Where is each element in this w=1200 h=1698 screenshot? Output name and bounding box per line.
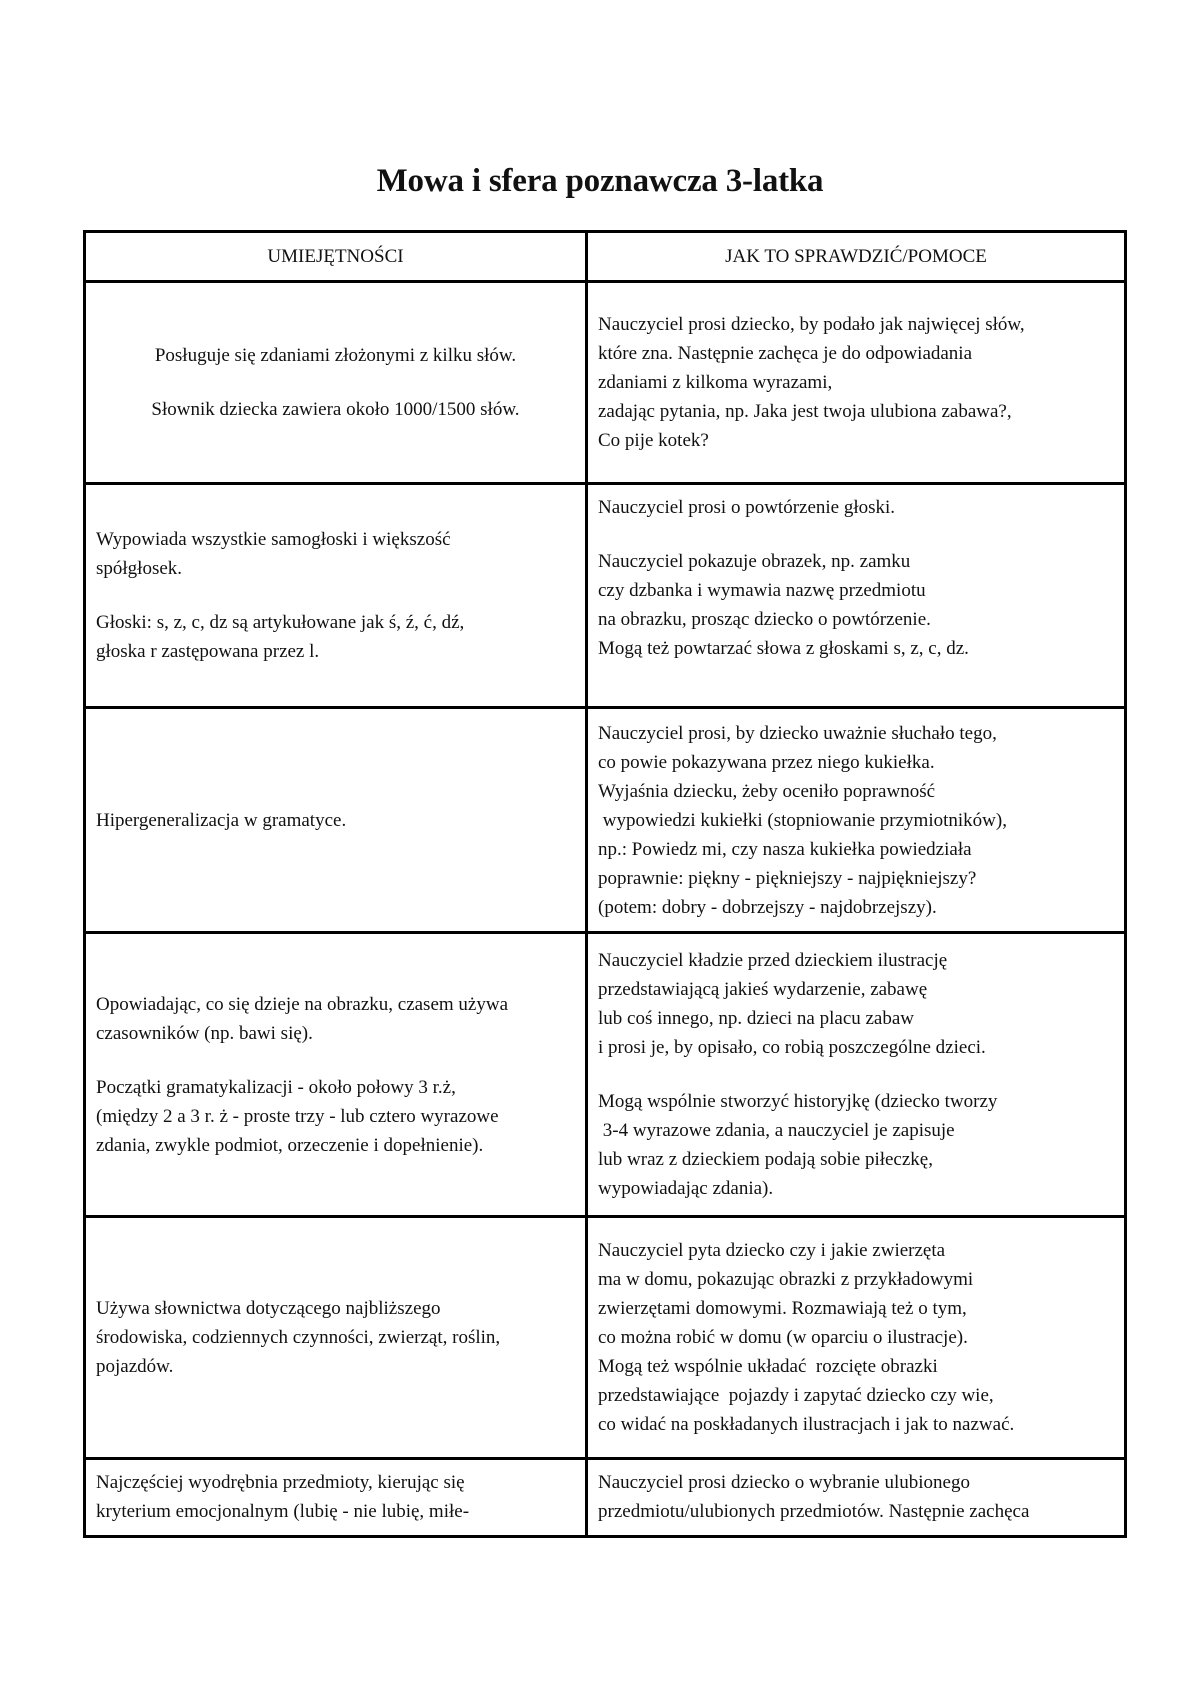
skills-text: Wypowiada wszystkie samogłoski i większość — [96, 529, 451, 550]
check-text: Nauczyciel prosi dziecko, by podało jak najwięcej słów, — [598, 314, 1025, 335]
check-text: Nauczyciel pyta dziecko czy i jakie zwierzęta — [598, 1240, 946, 1261]
check-cell — [587, 1459, 1126, 1537]
check-cell — [587, 282, 1126, 484]
check-cell — [587, 708, 1126, 933]
skills-cell — [85, 484, 587, 708]
check-text: wypowiedzi kukiełki (stopniowanie przymiotników), — [598, 809, 1007, 831]
skills-text: Głoski: s, z, c, dz są artykułowane jak ś, ź, ć, dź, — [96, 612, 465, 633]
check-text: Nauczyciel prosi dziecko o wybranie ulubionego — [598, 1472, 970, 1493]
check-text: Mogą też wspólnie układać rozcięte obrazki — [598, 1356, 938, 1377]
skills-cell — [85, 282, 587, 484]
check-text: czy dzbanka i wymawia nazwę przedmiotu — [598, 580, 926, 601]
check-text: Nauczyciel pokazuje obrazek, np. zamku — [598, 551, 911, 572]
check-text: 3-4 wyrazowe zdania, a nauczyciel je zapisuje — [598, 1120, 955, 1141]
skills-text: zdania, zwykle podmiot, orzeczenie i dopełnienie). — [96, 1134, 484, 1156]
skills-text: czasowników (np. bawi się). — [96, 1022, 313, 1044]
page-title: Mowa i sfera poznawcza 3-latka — [376, 163, 824, 199]
skills-text: Posługuje się zdaniami złożonymi z kilku słów. — [154, 345, 517, 366]
skills-text: kryterium emocjonalnym (lubię - nie lubię, miłe- — [96, 1501, 470, 1522]
table-row — [85, 484, 1126, 708]
header-skills: UMIEJĘTNOŚCI — [85, 232, 587, 282]
check-text: (potem: dobry - dobrzejszy - najdobrzejszy). — [598, 896, 937, 918]
skills-cell — [85, 708, 587, 933]
check-text: Mogą też powtarzać słowa z głoskami s, z, c, dz. — [598, 638, 969, 659]
table-header-row — [85, 232, 1126, 282]
skills-text: pojazdów. — [96, 1356, 174, 1377]
table-row — [85, 1217, 1126, 1459]
check-cell — [587, 484, 1126, 708]
check-text: Nauczyciel prosi o powtórzenie głoski. — [598, 497, 896, 518]
check-text: przedmiotu/ulubionych przedmiotów. Następnie zachęca — [598, 1501, 1030, 1522]
check-text: na obrazku, prosząc dziecko o powtórzenie. — [598, 609, 931, 630]
check-text: poprawnie: piękny - piękniejszy - najpiękniejszy? — [598, 867, 977, 889]
check-text: przedstawiającą jakieś wydarzenie, zabawę — [598, 979, 928, 1000]
check-cell — [587, 1217, 1126, 1459]
check-text: np.: Powiedz mi, czy nasza kukiełka powiedziała — [598, 838, 972, 860]
table-row — [85, 1459, 1126, 1537]
table-row — [85, 708, 1126, 933]
check-text: Co pije kotek? — [598, 430, 709, 451]
check-text: zadając pytania, np. Jaka jest twoja ulubiona zabawa?, — [598, 401, 1012, 422]
skills-table — [83, 230, 1127, 1538]
check-text: ma w domu, pokazując obrazki z przykładowymi — [598, 1269, 974, 1290]
check-text: wypowiadając zdania). — [598, 1178, 774, 1199]
skills-text: (między 2 a 3 r. ż - proste trzy - lub cztero wyrazowe — [96, 1105, 499, 1127]
check-text: Nauczyciel prosi, by dziecko uważnie słuchało tego, — [598, 722, 997, 744]
check-text: i prosi je, by opisało, co robią poszczególne dzieci. — [598, 1037, 986, 1058]
skills-text: Hipergeneralizacja w gramatyce. — [96, 809, 347, 831]
check-text: zdaniami z kilkoma wyrazami, — [598, 372, 833, 393]
check-text: lub coś innego, np. dzieci na placu zabaw — [598, 1008, 915, 1029]
check-text: zwierzętami domowymi. Rozmawiają też o tym, — [598, 1298, 967, 1319]
skills-text: głoska r zastępowana przez l. — [96, 641, 320, 662]
check-text: Wyjaśnia dziecku, żeby oceniło poprawność — [598, 780, 936, 802]
check-cell — [587, 933, 1126, 1217]
check-text: co można robić w domu (w oparciu o ilustracje). — [598, 1327, 968, 1348]
check-text: Nauczyciel kładzie przed dzieckiem ilustrację — [598, 950, 948, 971]
table-row — [85, 282, 1126, 484]
skills-text: Najczęściej wyodrębnia przedmioty, kierując się — [96, 1472, 465, 1493]
check-text: przedstawiające pojazdy i zapytać dziecko czy wie, — [598, 1385, 994, 1406]
table-row — [85, 933, 1126, 1217]
check-text: co widać na poskładanych ilustracjach i jak to nazwać. — [598, 1414, 1015, 1435]
skills-text: Opowiadając, co się dzieje na obrazku, czasem używa — [96, 993, 508, 1015]
check-text: lub wraz z dzieckiem podają sobie piłeczkę, — [598, 1149, 933, 1170]
skills-text: spółgłosek. — [96, 558, 183, 579]
skills-text: Używa słownictwa dotyczącego najbliższego — [96, 1298, 441, 1319]
skills-cell — [85, 1217, 587, 1459]
skills-cell — [85, 1459, 587, 1537]
check-text: co powie pokazywana przez niego kukiełka. — [598, 751, 935, 773]
check-text: Mogą wspólnie stworzyć historyjkę (dziecko tworzy — [598, 1091, 998, 1112]
check-text: które zna. Następnie zachęca je do odpowiadania — [598, 343, 973, 364]
skills-text: Słownik dziecka zawiera około 1000/1500 słów. — [151, 399, 520, 420]
skills-cell — [85, 933, 587, 1217]
skills-text: środowiska, codziennych czynności, zwierząt, roślin, — [96, 1327, 501, 1348]
header-how-to-check: JAK TO SPRAWDZIĆ/POMOCE — [587, 232, 1126, 282]
skills-text: Początki gramatykalizacji - około połowy 3 r.ż, — [96, 1076, 456, 1098]
